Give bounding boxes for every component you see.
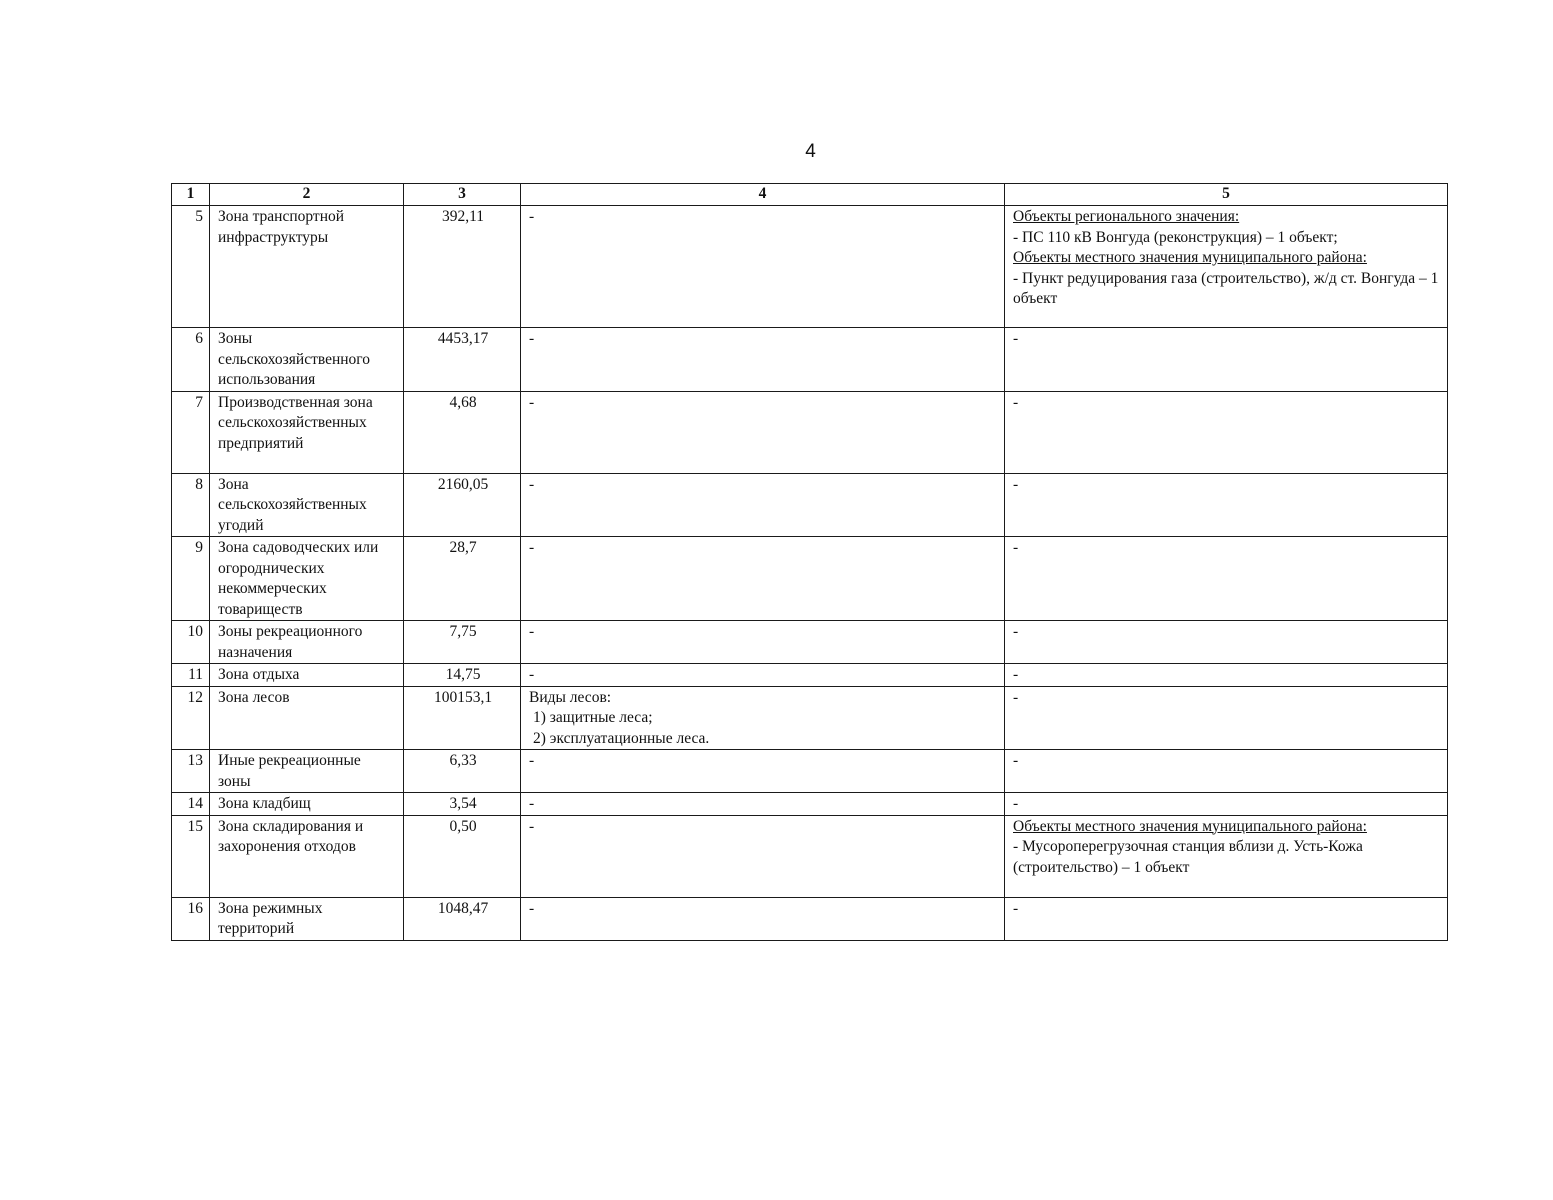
description-line: 1) защитные леса; — [533, 709, 653, 726]
header-col-5: 5 — [1005, 184, 1448, 206]
object-item: - — [1013, 899, 1019, 917]
zone-area: 28,7 — [404, 537, 521, 621]
row-number: 14 — [172, 793, 210, 816]
object-item: - — [1013, 795, 1019, 812]
description-line: - — [529, 666, 535, 683]
description-line: - — [529, 795, 535, 812]
description-line: - — [529, 475, 535, 493]
object-item: - — [1013, 393, 1019, 411]
row-number: 12 — [172, 686, 210, 750]
table-row — [172, 473, 1448, 537]
table-row — [172, 621, 1448, 664]
description-line: Виды лесов: — [529, 688, 612, 706]
zone-area: 392,11 — [404, 206, 521, 328]
zone-name: Зона садоводческих или огороднических некоммерческих товариществ — [210, 537, 404, 621]
zone-name: Зона транспортной инфраструктуры — [210, 206, 404, 328]
zone-name: Зона режимных территорий — [210, 897, 404, 940]
description-line: - — [529, 330, 535, 347]
zone-name: Производственная зона сельскохозяйственных предприятий — [210, 391, 404, 473]
zone-description — [521, 473, 1005, 537]
page-number: 4 — [805, 141, 816, 162]
zone-name: Зона сельскохозяйственных угодий — [210, 473, 404, 537]
object-item: - — [1013, 623, 1019, 640]
objects-category-heading: Объекты местного значения муниципального района: — [1013, 249, 1367, 266]
planned-objects — [1005, 473, 1448, 537]
table-row — [172, 897, 1448, 940]
header-col-1: 1 — [172, 184, 210, 206]
zone-name: Зоны сельскохозяйственного использования — [210, 328, 404, 392]
planned-objects — [1005, 815, 1448, 897]
object-item: - — [1013, 666, 1019, 683]
object-item: - Пункт редуцирования газа (строительство), ж/д ст. Вонгуда – 1 объект — [1013, 269, 1439, 307]
zone-description — [521, 621, 1005, 664]
zone-name: Зона складирования и захоронения отходов — [210, 815, 404, 897]
zone-description — [521, 206, 1005, 328]
planned-objects — [1005, 664, 1448, 687]
zone-area: 2160,05 — [404, 473, 521, 537]
zone-name: Иные рекреационные зоны — [210, 750, 404, 793]
row-number: 15 — [172, 815, 210, 897]
zone-description — [521, 537, 1005, 621]
zone-description — [521, 391, 1005, 473]
table-row — [172, 537, 1448, 621]
object-item: - — [1013, 752, 1019, 769]
description-line: - — [529, 393, 535, 411]
planned-objects — [1005, 206, 1448, 328]
zone-area: 1048,47 — [404, 897, 521, 940]
table-row — [172, 664, 1448, 687]
table-body — [172, 206, 1448, 941]
zone-area: 14,75 — [404, 664, 521, 687]
description-line: - — [529, 623, 535, 640]
table-row — [172, 793, 1448, 816]
row-number: 9 — [172, 537, 210, 621]
zone-area: 0,50 — [404, 815, 521, 897]
planned-objects — [1005, 621, 1448, 664]
table-row — [172, 815, 1448, 897]
row-number: 10 — [172, 621, 210, 664]
description-line: - — [529, 208, 535, 225]
zone-area: 4453,17 — [404, 328, 521, 392]
description-line: - — [529, 752, 535, 769]
zone-area: 3,54 — [404, 793, 521, 816]
zone-description — [521, 897, 1005, 940]
zone-description — [521, 686, 1005, 750]
zones-table — [171, 183, 1448, 941]
table-row — [172, 391, 1448, 473]
description-line: - — [529, 817, 535, 835]
planned-objects — [1005, 686, 1448, 750]
objects-category-heading: Объекты местного значения муниципального района: — [1013, 817, 1367, 835]
row-number: 5 — [172, 206, 210, 328]
object-item: - — [1013, 330, 1019, 347]
planned-objects — [1005, 897, 1448, 940]
row-number: 11 — [172, 664, 210, 687]
objects-category-heading: Объекты регионального значения: — [1013, 208, 1240, 225]
zone-description — [521, 793, 1005, 816]
header-col-2: 2 — [210, 184, 404, 206]
description-line: - — [529, 539, 535, 556]
object-item: - Мусороперегрузочная станция вблизи д. Усть-Кожа (строительство) – 1 объект — [1013, 838, 1363, 876]
object-item: - — [1013, 688, 1019, 706]
row-number: 7 — [172, 391, 210, 473]
object-item: - — [1013, 539, 1019, 556]
table-row — [172, 686, 1448, 750]
description-line: 2) эксплуатационные леса. — [533, 729, 710, 747]
zone-description — [521, 664, 1005, 687]
zone-description — [521, 328, 1005, 392]
planned-objects — [1005, 537, 1448, 621]
header-col-4: 4 — [521, 184, 1005, 206]
zone-area: 100153,1 — [404, 686, 521, 750]
object-item: - — [1013, 475, 1019, 493]
row-number: 16 — [172, 897, 210, 940]
row-number: 8 — [172, 473, 210, 537]
header-col-3: 3 — [404, 184, 521, 206]
object-item: - ПС 110 кВ Вонгуда (реконструкция) – 1 объект; — [1013, 228, 1338, 246]
table-row — [172, 328, 1448, 392]
zone-name: Зоны рекреационного назначения — [210, 621, 404, 664]
zone-name: Зона кладбищ — [210, 793, 404, 816]
planned-objects — [1005, 391, 1448, 473]
planned-objects — [1005, 750, 1448, 793]
zone-description — [521, 815, 1005, 897]
zone-area: 7,75 — [404, 621, 521, 664]
zone-area: 6,33 — [404, 750, 521, 793]
row-number: 13 — [172, 750, 210, 793]
zone-name: Зона лесов — [210, 686, 404, 750]
table-row — [172, 750, 1448, 793]
planned-objects — [1005, 793, 1448, 816]
zone-description — [521, 750, 1005, 793]
table-row — [172, 206, 1448, 328]
zone-area: 4,68 — [404, 391, 521, 473]
row-number: 6 — [172, 328, 210, 392]
description-line: - — [529, 899, 535, 917]
planned-objects — [1005, 328, 1448, 392]
table-header-row — [172, 184, 1448, 206]
zone-name: Зона отдыха — [210, 664, 404, 687]
